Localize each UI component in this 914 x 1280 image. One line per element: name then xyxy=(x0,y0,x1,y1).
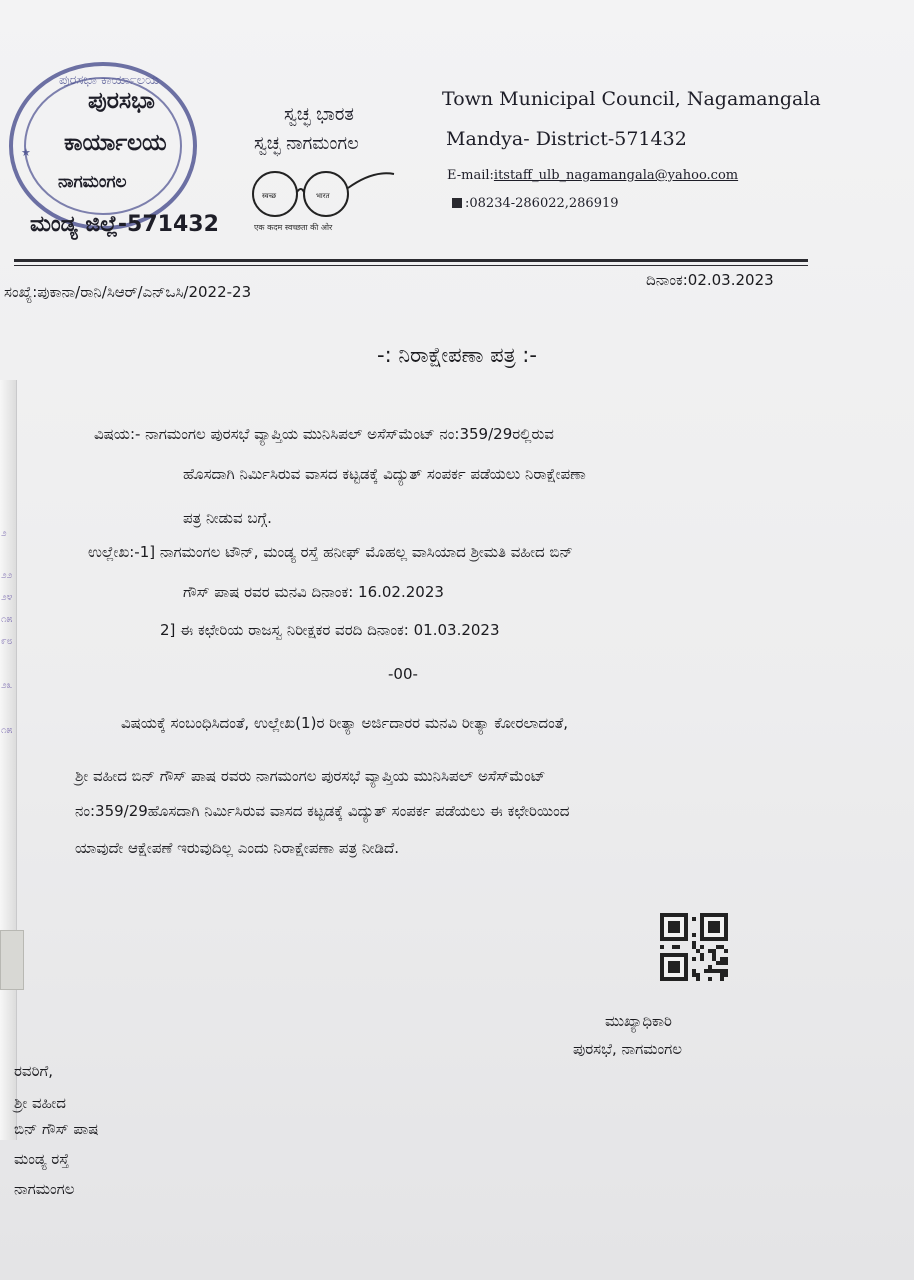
edge-mark: ೧೫ xyxy=(1,725,13,736)
seal-text: ನಾಗಮಂಗಲ xyxy=(58,172,127,192)
addressee-line: ನಾಗಮಂಗಲ xyxy=(14,1180,75,1198)
signatory-office: ಪುರಸಭೆ, ನಾಗಮಂಗಲ xyxy=(573,1040,682,1058)
phone-icon xyxy=(452,198,462,208)
section-divider: -00- xyxy=(388,665,418,683)
seal-text: ಪುರಸಭಾ xyxy=(88,88,155,114)
edge-mark: ೨೨ xyxy=(1,570,13,581)
header-rule xyxy=(14,259,808,262)
addressee-line: ಬಿನ್ ಗೌಸ್ ಪಾಷ xyxy=(14,1120,99,1138)
svg-text:★: ★ xyxy=(21,146,31,159)
edge-mark: ೯೮ xyxy=(1,636,13,647)
org-address: Mandya- District-571432 xyxy=(446,128,687,150)
left-page-edge xyxy=(0,380,17,1140)
edge-mark: ೨೩ xyxy=(1,680,13,691)
swachh-bharat-glasses-icon xyxy=(248,166,398,222)
seal-ring-text: ಪುರಸಭಾ ಕಾರ್ಯಾಲಯ xyxy=(59,73,159,88)
body-line: ಯಾವುದೇ ಆಕ್ಷೇಪಣೆ ಇರುವುದಿಲ್ಲ ಎಂದು ನಿರಾಕ್ಷೇಪಣಾ ಪತ್ರ ನೀಡಿದೆ. xyxy=(75,839,400,857)
addressee-line: ರವರಿಗೆ, xyxy=(14,1062,53,1080)
logo-lens-right: भारत xyxy=(316,192,330,200)
org-email xyxy=(447,168,738,183)
subject-line: ವಿಷಯ:- ನಾಗಮಂಗಲ ಪುರಸಭೆ ವ್ಯಾಪ್ತಿಯ ಮುನಿಸಿಪಲ್ ಅಸೆಸ್‌ಮೆಂಟ್ ನಂ:359/29ರಲ್ಲಿರುವ xyxy=(94,425,554,443)
header-rule-thin xyxy=(14,265,808,266)
email-link[interactable]: itstaff_ulb_nagamangala@yahoo.com xyxy=(493,168,739,183)
addressee-line: ಶ್ರೀ ವಹೀದ xyxy=(14,1094,66,1112)
org-phone xyxy=(452,196,619,211)
addressee-line: ಮಂಡ್ಯ ರಸ್ತೆ xyxy=(14,1150,70,1168)
logo-tagline: एक कदम स्वच्छता की ओर xyxy=(254,223,333,232)
body-line: ಶ್ರೀ ವಹೀದ ಬಿನ್ ಗೌಸ್ ಪಾಷ ರವರು ನಾಗಮಂಗಲ ಪುರಸಭೆ ವ್ಯಾಪ್ತಿಯ ಮುನಿಸಿಪಲ್ ಅಸೆಸ್‌ಮೆಂಟ್ xyxy=(75,767,546,785)
reference-line: 2] ಈ ಕಛೇರಿಯ ರಾಜಸ್ವ ನಿರೀಕ್ಷಕರ ವರದಿ ದಿನಾಂಕ: 01.03.2023 xyxy=(160,621,500,639)
subject-line: ಪತ್ರ ನೀಡುವ ಬಗ್ಗೆ. xyxy=(183,509,272,527)
subject-line: ಹೊಸದಾಗಿ ನಿರ್ಮಿಸಿರುವ ವಾಸದ ಕಟ್ಟಡಕ್ಕೆ ವಿದ್ಯುತ್ ಸಂಪರ್ಕ ಪಡೆಯಲು ನಿರಾಕ್ಷೇಪಣಾ xyxy=(183,465,586,483)
logo-title: ಸ್ವಚ್ಛ ಭಾರತ xyxy=(284,104,354,125)
signatory-designation: ಮುಖ್ಯಾಧಿಕಾರಿ xyxy=(605,1012,672,1030)
edge-mark: ೨ xyxy=(1,528,7,539)
paper-clip xyxy=(0,930,24,990)
phone-number: :08234-286022,286919 xyxy=(465,196,619,211)
seal-text: ಕಾರ್ಯಾಲಯ xyxy=(64,130,167,156)
qr-code[interactable] xyxy=(660,913,728,981)
body-line: ನಂ:359/29ಹೊಸದಾಗಿ ನಿರ್ಮಿಸಿರುವ ವಾಸದ ಕಟ್ಟಡಕ್ಕೆ ವಿದ್ಯುತ್ ಸಂಪರ್ಕ ಪಡೆಯಲು ಈ ಕಛೇರಿಯಿಂದ xyxy=(75,802,570,820)
letter-date: ದಿನಾಂಕ:02.03.2023 xyxy=(646,271,774,289)
org-name: Town Municipal Council, Nagamangala xyxy=(442,88,821,110)
reference-line: ಗೌಸ್ ಪಾಷ ರವರ ಮನವಿ ದಿನಾಂಕ: 16.02.2023 xyxy=(183,583,444,601)
letter-title: -: ನಿರಾಕ್ಷೇಪಣಾ ಪತ್ರ :- xyxy=(377,343,537,367)
logo-lens-left: स्वच्छ xyxy=(262,192,277,200)
seal-text: ಮಂಡ್ಯ ಜಿಲ್ಲೆ-571432 xyxy=(30,212,219,237)
edge-mark: ೧೫ xyxy=(1,614,13,625)
reference-line: ಉಲ್ಲೇಖ:-1] ನಾಗಮಂಗಲ ಟೌನ್, ಮಂಡ್ಯ ರಸ್ತೆ ಹನೀಫ್ ಮೊಹಲ್ಲ ವಾಸಿಯಾದ ಶ್ರೀಮತಿ ವಹೀದ ಬಿನ್ xyxy=(88,543,573,561)
edge-mark: ೨೪ xyxy=(1,592,13,603)
body-line: ವಿಷಯಕ್ಕೆ ಸಂಬಂಧಿಸಿದಂತೆ, ಉಲ್ಲೇಖ(1)ರ ರೀತ್ಯಾ ಅರ್ಜಿದಾರರ ಮನವಿ ರೀತ್ಯಾ ಕೋರಲಾದಂತೆ, xyxy=(121,714,569,732)
email-label: E-mail: xyxy=(447,168,494,183)
logo-subtitle: ಸ್ವಚ್ಛ ನಾಗಮಂಗಲ xyxy=(254,133,359,154)
reference-number: ಸಂಖ್ಯೆ:ಪುಕಾನಾ/ರಾನಿ/ಸಿಆರ್/ಎನ್‌ಒಸಿ/2022-23 xyxy=(4,283,252,301)
